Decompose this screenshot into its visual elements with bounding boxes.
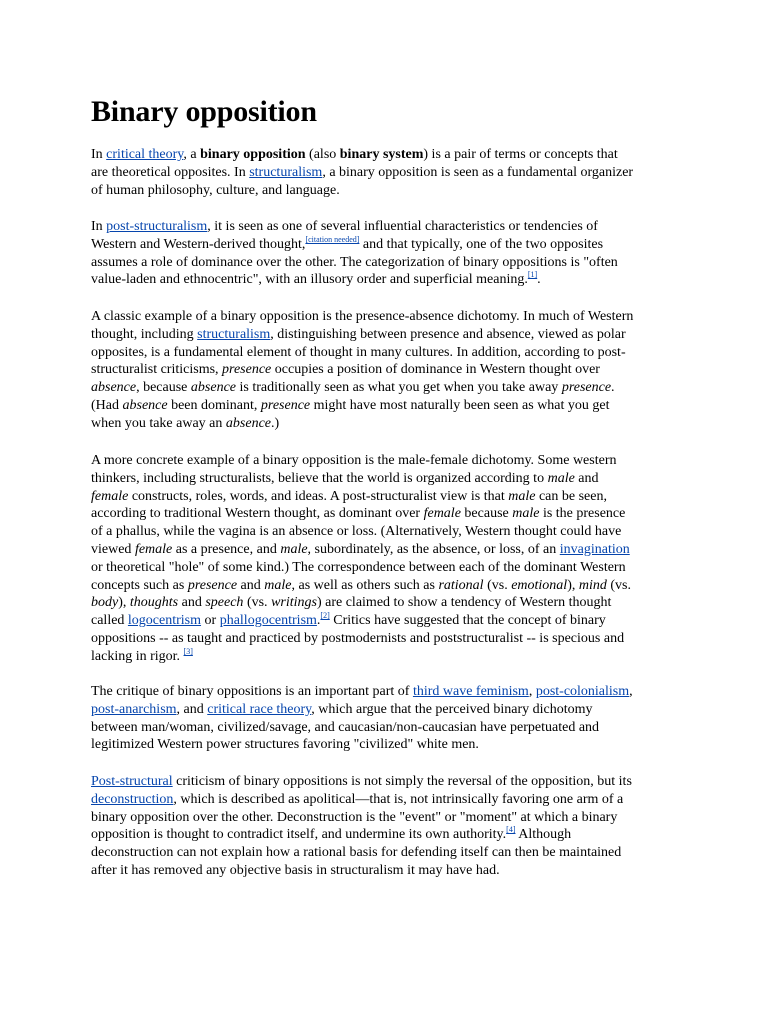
italic-term: female (91, 488, 129, 504)
page-title: Binary opposition (91, 95, 317, 128)
text-run: A more concrete example of a binary opposition is the male-female dichotomy. Some western (91, 453, 617, 468)
italic-term: presence (222, 362, 272, 378)
text-run: , and (176, 701, 208, 717)
italic-term: body (91, 595, 119, 611)
bold-term: binary opposition (200, 147, 306, 162)
line (91, 415, 681, 433)
line (91, 683, 681, 701)
text-run: been dominant, (167, 397, 261, 413)
text-run: because (460, 506, 513, 522)
link-post-anarchism[interactable]: post-anarchism (91, 701, 177, 717)
text-run: when you take away an (91, 415, 226, 431)
italic-term: mind (578, 577, 607, 593)
line (91, 844, 681, 862)
text-run: , a (183, 147, 201, 162)
line (91, 862, 681, 880)
text-run: thought, including (91, 326, 198, 342)
link-critical-race-theory[interactable]: critical race theory (207, 701, 312, 717)
line (91, 612, 681, 630)
footnote-1-link[interactable]: [1] (527, 270, 538, 280)
text-run: . (611, 380, 615, 396)
line (91, 344, 681, 362)
line (91, 236, 681, 254)
text-run: assumes a role of dominance over the other. The categorization of binary oppositions is "often (91, 254, 618, 270)
text-run: , as well as others such as (291, 577, 439, 593)
text-run: Critics have suggested that the concept of binary (329, 613, 606, 629)
line (91, 541, 681, 559)
text-run: . (537, 272, 541, 288)
line (91, 594, 681, 612)
italic-term: absence (225, 415, 271, 431)
text-run: , (629, 684, 633, 699)
line (91, 397, 681, 415)
italic-term: absence (190, 380, 236, 396)
line (91, 146, 681, 164)
link-structuralism[interactable]: structuralism (249, 164, 323, 180)
line (91, 809, 681, 827)
text-run: ) is a pair of terms or concepts that (423, 147, 618, 162)
link-post-structuralism[interactable]: post-structuralism (106, 219, 208, 234)
text-run: and (178, 595, 206, 611)
line (91, 719, 681, 737)
text-run: or theoretical "hole" of some kind.) The correspondence between each of the dominant Western (91, 559, 626, 575)
link-post-colonialism[interactable]: post-colonialism (535, 684, 630, 699)
line (91, 164, 681, 182)
text-run: criticism of binary oppositions is not simply the reversal of the opposition, but its (172, 774, 632, 789)
line (91, 379, 681, 397)
bold-term: binary system (339, 147, 424, 162)
text-run: deconstruction can not explain how a rational basis for defending itself can then be maintained (91, 845, 622, 861)
text-run: ), (118, 595, 130, 611)
italic-term: male (280, 541, 308, 557)
text-run: as a presence, and (172, 541, 281, 557)
paragraph-deconstruction (91, 773, 681, 880)
text-run: are theoretical opposites. In (91, 164, 250, 180)
link-post-structural[interactable]: Post-structural (91, 774, 173, 789)
text-run: is traditionally seen as what you get when you take away (236, 380, 562, 396)
citation-needed-link[interactable]: [citation needed] (305, 234, 360, 244)
text-run: after it has removed any objective basis in structuralism it may have had. (91, 862, 500, 878)
text-run: value-laden and ethnocentric", with an illusory order and superficial meaning. (91, 272, 528, 288)
line (91, 559, 681, 577)
link-invagination[interactable]: invagination (559, 541, 630, 557)
text-run: In (91, 219, 107, 234)
text-run: (Had (91, 397, 123, 413)
text-run: between man/woman, civilized/savage, and caucasian/non-caucasian have perpetuated and (91, 719, 600, 735)
footnote-ref[interactable] (184, 647, 193, 656)
text-run: .) (271, 415, 280, 431)
italic-term: rational (438, 577, 484, 593)
line (91, 271, 681, 289)
text-run: concepts such as (91, 577, 188, 593)
text-run: structuralist criticisms, (91, 362, 223, 378)
italic-term: absence (91, 380, 137, 396)
italic-term: male (512, 506, 540, 522)
text-run: and (237, 577, 265, 593)
paragraph-critique (91, 683, 681, 754)
text-run: (also (305, 147, 340, 162)
text-run: can be seen, (535, 488, 607, 504)
footnote-2-link[interactable]: [2] (320, 611, 330, 621)
text-run: thinkers, including structuralists, believe that the world is organized according to (91, 470, 548, 486)
line (91, 470, 681, 488)
italic-term: female (134, 541, 173, 557)
text-run: , which argue that the perceived binary dichotomy (311, 701, 593, 717)
text-run: is the presence (539, 506, 626, 522)
italic-term: thoughts (129, 595, 179, 611)
line (91, 701, 681, 719)
text-run: of human philosophy, culture, and language. (91, 182, 340, 198)
text-run: of a phallus, while the vagina is an absence or loss. (Alternatively, Western thought could have (91, 524, 622, 540)
italic-term: female (423, 506, 461, 522)
text-run: might have most naturally been seen as what you get (310, 397, 610, 413)
italic-term: male (547, 470, 575, 486)
link-critical-theory[interactable]: critical theory (106, 147, 184, 162)
text-run: and that typically, one of the two opposites (359, 236, 604, 252)
line (91, 630, 681, 648)
text-run: legitimized Western power structures favoring "civilized" white men. (91, 737, 479, 753)
text-run: , it is seen as one of several influential characteristics or tendencies of (207, 219, 598, 234)
link-third-wave-feminism[interactable]: third wave feminism (412, 684, 529, 699)
italic-term: presence (187, 577, 238, 593)
text-run: The critique of binary oppositions is an important part of (91, 684, 413, 699)
text-run: , which is described as apolitical—that is, not intrinsically favoring one arm of a (173, 791, 624, 807)
line (91, 254, 681, 272)
line (91, 791, 681, 809)
link-deconstruction[interactable]: deconstruction (91, 791, 174, 807)
text-run: constructs, roles, words, and ideas. A post-structuralist view is that (128, 488, 509, 504)
line (91, 218, 681, 236)
italic-term: writings (271, 595, 317, 611)
line (91, 308, 681, 326)
paragraph-male-female (91, 452, 681, 666)
text-run: In (91, 147, 107, 162)
text-run: and (574, 470, 599, 486)
text-run: Western and Western-derived thought, (91, 236, 306, 252)
text-run: opposites, is a fundamental element of thought in many cultures. In addition, according to post- (91, 344, 626, 360)
line (91, 182, 681, 200)
citation-needed-ref[interactable] (305, 235, 359, 244)
line (91, 648, 681, 666)
line (91, 488, 681, 506)
paragraph-post-structuralism (91, 218, 681, 289)
text-run: according to traditional Western thought, as dominant over (91, 506, 424, 522)
italic-term: presence (260, 397, 311, 413)
text-run: . (316, 613, 321, 629)
footnote-ref[interactable] (528, 270, 537, 279)
footnote-ref[interactable] (320, 611, 329, 620)
italic-term: male (508, 488, 536, 504)
text-run: (vs. (606, 577, 631, 593)
paragraph-intro (91, 146, 681, 199)
italic-term: emotional (511, 577, 568, 593)
text-run: binary opposition over the other. Deconstruction is the "event" or "moment" at which a binary (91, 809, 618, 825)
text-run: , distinguishing between presence and absence, viewed as polar (270, 326, 626, 342)
text-run: called (91, 613, 128, 629)
italic-term: speech (205, 595, 244, 611)
line (91, 523, 681, 541)
footnote-4-link[interactable]: [4] (506, 825, 516, 835)
paragraph-presence-absence (91, 308, 681, 433)
text-run: A classic example of a binary opposition is the presence-absence dichotomy. In much of Western (91, 309, 634, 324)
link-phallogocentrism[interactable]: phallogocentrism (219, 613, 317, 629)
text-run: occupies a position of dominance in Western thought over (271, 362, 600, 378)
line (91, 773, 681, 791)
line (91, 736, 681, 754)
text-run: lacking in rigor. (91, 648, 184, 664)
text-run: Although (515, 827, 572, 843)
text-run: or (201, 613, 220, 629)
text-run: , subordinately, as the absence, or loss, of an (307, 541, 560, 557)
text-run: ) are claimed to show a tendency of Western thought (316, 595, 612, 611)
text-run: oppositions -- as taught and practiced by postmodernists and poststructuralist -- is specious and (91, 630, 625, 646)
text-run: , (528, 684, 536, 699)
italic-term: absence (122, 397, 168, 413)
link-structuralism[interactable]: structuralism (197, 326, 271, 342)
line (91, 452, 681, 470)
line (91, 326, 681, 344)
text-run: (vs. (483, 577, 512, 593)
text-run: (vs. (243, 595, 272, 611)
line (91, 577, 681, 595)
line (91, 361, 681, 379)
text-run: viewed (91, 541, 135, 557)
italic-term: male (264, 577, 292, 593)
text-run: ), (567, 577, 579, 593)
text-run: , because (136, 380, 191, 396)
link-logocentrism[interactable]: logocentrism (127, 613, 202, 629)
footnote-3-link[interactable]: [3] (183, 646, 193, 656)
text-run: , a binary opposition is seen as a fundamental organizer (322, 164, 634, 180)
italic-term: presence (561, 380, 612, 396)
text-run: opposition is thought to contradict itself, and undermine its own authority. (91, 827, 507, 843)
line (91, 505, 681, 523)
line (91, 826, 681, 844)
